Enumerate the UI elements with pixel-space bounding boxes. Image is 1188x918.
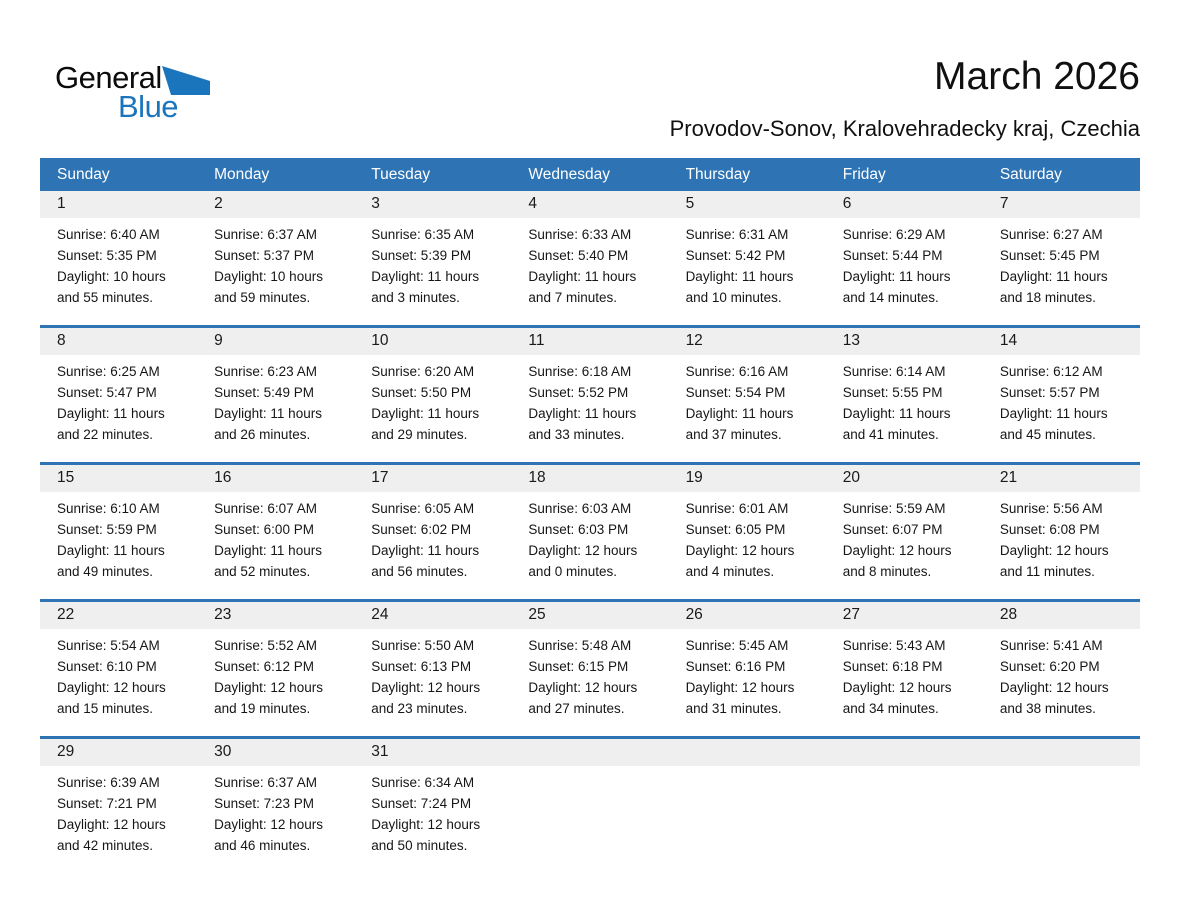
day-daylight2-text: and 7 minutes.	[528, 290, 617, 305]
day-sunrise-text: Sunrise: 6:12 AM	[999, 364, 1103, 379]
day-daylight2-text: and 55 minutes.	[57, 290, 154, 305]
day-sunrise-text: Sunrise: 5:45 AM	[685, 638, 789, 653]
weeks-container	[40, 191, 1140, 871]
day-number: 18	[528, 469, 546, 486]
day-sunrise-text: Sunrise: 6:16 AM	[685, 364, 789, 379]
day-cell	[40, 492, 197, 597]
day-cell	[826, 218, 983, 323]
day-cell	[826, 629, 983, 734]
day-daylight1-text: Daylight: 11 hours	[842, 269, 951, 284]
day-daylight2-text: and 49 minutes.	[57, 564, 154, 579]
day-sunset-text: Sunset: 6:03 PM	[528, 522, 629, 537]
day-cell	[511, 629, 668, 734]
day-cell	[197, 492, 354, 597]
day-sunset-text: Sunset: 7:21 PM	[57, 796, 157, 811]
weekday-header-saturday: Saturday	[999, 165, 1062, 183]
day-cell	[511, 218, 668, 323]
day-daylight1-text: Daylight: 12 hours	[57, 680, 166, 695]
day-sunrise-text: Sunrise: 5:50 AM	[371, 638, 475, 653]
day-sunrise-text: Sunrise: 6:14 AM	[842, 364, 946, 379]
day-sunrise-text: Sunrise: 6:25 AM	[57, 364, 160, 379]
day-daylight1-text: Daylight: 11 hours	[57, 543, 165, 558]
day-sunset-text: Sunset: 5:52 PM	[528, 385, 629, 400]
day-daylight2-text: and 50 minutes.	[371, 838, 468, 853]
weekday-header-thursday: Thursday	[685, 165, 751, 183]
day-sunset-text: Sunset: 6:08 PM	[999, 522, 1100, 537]
day-number: 17	[371, 469, 389, 486]
day-cell	[40, 629, 197, 734]
day-daylight2-text: and 3 minutes.	[371, 290, 460, 305]
day-sunset-text: Sunset: 7:24 PM	[371, 796, 472, 811]
day-daylight1-text: Daylight: 11 hours	[371, 543, 480, 558]
day-daylight2-text: and 27 minutes.	[528, 701, 625, 716]
day-cell	[826, 766, 983, 871]
day-cell	[40, 355, 197, 460]
day-sunrise-text: Sunrise: 6:33 AM	[528, 227, 632, 242]
day-number	[669, 739, 826, 766]
general-blue-logo	[55, 60, 275, 130]
day-sunrise-text: Sunrise: 5:59 AM	[842, 501, 946, 516]
week-row	[40, 191, 1140, 323]
day-daylight1-text: Daylight: 12 hours	[371, 817, 481, 832]
day-sunset-text: Sunset: 6:18 PM	[842, 659, 943, 674]
day-sunset-text: Sunset: 5:39 PM	[371, 248, 472, 263]
day-number: 28	[999, 606, 1018, 623]
day-daylight2-text: and 8 minutes.	[842, 564, 932, 579]
day-sunrise-text: Sunrise: 5:56 AM	[999, 501, 1103, 516]
day-number: 26	[685, 606, 703, 623]
day-daylight1-text: Daylight: 12 hours	[685, 680, 795, 695]
day-number: 20	[842, 469, 860, 486]
day-sunrise-text: Sunrise: 6:39 AM	[57, 775, 160, 790]
day-daylight2-text: and 0 minutes.	[528, 564, 617, 579]
day-cell	[511, 492, 668, 597]
day-sunrise-text: Sunrise: 6:34 AM	[371, 775, 475, 790]
calendar-table	[40, 158, 1140, 871]
day-number: 23	[214, 606, 232, 623]
day-sunrise-text: Sunrise: 6:29 AM	[842, 227, 946, 242]
day-daylight2-text: and 52 minutes.	[214, 564, 311, 579]
day-sunrise-text: Sunrise: 6:37 AM	[214, 775, 317, 790]
day-number: 9	[214, 332, 223, 349]
day-sunset-text: Sunset: 5:42 PM	[685, 248, 786, 263]
day-cell	[826, 492, 983, 597]
day-cell	[983, 218, 1140, 323]
day-sunrise-text: Sunrise: 6:20 AM	[371, 364, 475, 379]
day-cell	[669, 355, 826, 460]
page-title: March 2026	[934, 55, 1140, 98]
day-number: 4	[528, 195, 538, 212]
day-number: 10	[371, 332, 389, 349]
weekday-header-wednesday: Wednesday	[528, 165, 610, 183]
day-cell	[511, 766, 668, 871]
day-daylight1-text: Daylight: 12 hours	[214, 680, 323, 695]
day-daylight1-text: Daylight: 11 hours	[528, 269, 637, 284]
day-cell	[354, 218, 511, 323]
day-cell	[669, 492, 826, 597]
day-daylight2-text: and 45 minutes.	[999, 427, 1096, 442]
day-number: 2	[214, 195, 223, 212]
day-cell	[983, 492, 1140, 597]
day-sunset-text: Sunset: 6:16 PM	[685, 659, 786, 674]
day-daylight1-text: Daylight: 11 hours	[528, 406, 637, 421]
day-daylight2-text: and 26 minutes.	[214, 427, 311, 442]
logo-text-general: General	[55, 60, 162, 95]
day-daylight1-text: Daylight: 11 hours	[842, 406, 951, 421]
day-number: 16	[214, 469, 232, 486]
day-sunset-text: Sunset: 5:49 PM	[214, 385, 314, 400]
day-daylight2-text: and 14 minutes.	[842, 290, 939, 305]
day-cell	[354, 766, 511, 871]
day-number: 31	[371, 743, 389, 760]
day-sunset-text: Sunset: 6:15 PM	[528, 659, 629, 674]
day-daylight2-text: and 34 minutes.	[842, 701, 939, 716]
day-daylight1-text: Daylight: 11 hours	[214, 543, 322, 558]
location-subtitle: Provodov-Sonov, Kralovehradecky kraj, Czechia	[669, 116, 1140, 141]
day-sunrise-text: Sunrise: 5:54 AM	[57, 638, 160, 653]
day-daylight2-text: and 15 minutes.	[57, 701, 154, 716]
day-sunrise-text: Sunrise: 6:31 AM	[685, 227, 789, 242]
week-row	[40, 462, 1140, 597]
day-daylight2-text: and 59 minutes.	[214, 290, 311, 305]
day-sunset-text: Sunset: 5:47 PM	[57, 385, 157, 400]
day-sunset-text: Sunset: 6:07 PM	[842, 522, 943, 537]
day-cell	[197, 355, 354, 460]
day-daylight1-text: Daylight: 11 hours	[685, 406, 794, 421]
day-daylight1-text: Daylight: 10 hours	[57, 269, 166, 284]
day-cell	[983, 629, 1140, 734]
day-number: 22	[57, 606, 75, 623]
day-daylight2-text: and 42 minutes.	[57, 838, 154, 853]
day-cell	[511, 355, 668, 460]
day-sunrise-text: Sunrise: 6:27 AM	[999, 227, 1103, 242]
day-sunrise-text: Sunrise: 6:18 AM	[528, 364, 632, 379]
day-sunrise-text: Sunrise: 5:41 AM	[999, 638, 1103, 653]
day-cell	[354, 492, 511, 597]
day-number: 15	[57, 469, 75, 486]
day-daylight2-text: and 22 minutes.	[57, 427, 154, 442]
week-row	[40, 599, 1140, 734]
day-number-band	[40, 465, 1140, 492]
day-number: 1	[57, 195, 66, 212]
day-number-band	[40, 191, 1140, 218]
day-sunrise-text: Sunrise: 6:37 AM	[214, 227, 317, 242]
day-daylight2-text: and 4 minutes.	[685, 564, 775, 579]
weekday-header-row	[40, 158, 1140, 191]
day-daylight1-text: Daylight: 12 hours	[842, 543, 952, 558]
day-number: 11	[528, 332, 545, 349]
day-number-band	[40, 739, 1140, 766]
day-daylight1-text: Daylight: 12 hours	[685, 543, 795, 558]
day-daylight2-text: and 38 minutes.	[999, 701, 1096, 716]
weekday-header-monday: Monday	[214, 165, 270, 183]
day-detail-row	[40, 355, 1140, 460]
day-daylight1-text: Daylight: 11 hours	[57, 406, 165, 421]
day-daylight2-text: and 46 minutes.	[214, 838, 311, 853]
day-daylight1-text: Daylight: 11 hours	[371, 269, 480, 284]
day-cell	[40, 766, 197, 871]
day-cell	[354, 629, 511, 734]
day-number: 3	[371, 195, 380, 212]
weekday-header-friday: Friday	[842, 165, 886, 183]
day-detail-row	[40, 492, 1140, 597]
day-number: 27	[842, 606, 860, 623]
day-cell	[669, 629, 826, 734]
day-cell	[197, 218, 354, 323]
day-daylight2-text: and 31 minutes.	[685, 701, 782, 716]
day-sunset-text: Sunset: 6:00 PM	[214, 522, 314, 537]
day-detail-row	[40, 218, 1140, 323]
day-sunset-text: Sunset: 5:45 PM	[999, 248, 1100, 263]
day-number-band	[40, 328, 1140, 355]
day-daylight1-text: Daylight: 11 hours	[371, 406, 480, 421]
day-cell	[826, 355, 983, 460]
day-sunset-text: Sunset: 5:40 PM	[528, 248, 629, 263]
day-daylight1-text: Daylight: 11 hours	[685, 269, 794, 284]
day-daylight1-text: Daylight: 12 hours	[371, 680, 481, 695]
day-cell	[197, 766, 354, 871]
logo-text-blue: Blue	[118, 89, 179, 124]
day-number: 24	[371, 606, 389, 623]
day-number	[511, 739, 668, 766]
day-sunset-text: Sunset: 5:35 PM	[57, 248, 157, 263]
day-cell	[983, 766, 1140, 871]
day-sunset-text: Sunset: 6:20 PM	[999, 659, 1100, 674]
day-sunrise-text: Sunrise: 6:01 AM	[685, 501, 789, 516]
day-sunrise-text: Sunrise: 6:23 AM	[214, 364, 317, 379]
week-row	[40, 736, 1140, 871]
day-daylight1-text: Daylight: 12 hours	[214, 817, 323, 832]
day-daylight1-text: Daylight: 12 hours	[999, 543, 1109, 558]
day-daylight1-text: Daylight: 12 hours	[999, 680, 1109, 695]
day-daylight1-text: Daylight: 12 hours	[528, 543, 638, 558]
day-sunset-text: Sunset: 5:54 PM	[685, 385, 786, 400]
day-cell	[40, 218, 197, 323]
day-sunset-text: Sunset: 6:05 PM	[685, 522, 786, 537]
day-cell	[197, 629, 354, 734]
weekday-header-sunday: Sunday	[57, 165, 110, 183]
day-sunrise-text: Sunrise: 5:52 AM	[214, 638, 317, 653]
day-sunset-text: Sunset: 6:13 PM	[371, 659, 472, 674]
day-sunrise-text: Sunrise: 6:05 AM	[371, 501, 475, 516]
day-number: 5	[685, 195, 695, 212]
day-sunset-text: Sunset: 5:57 PM	[999, 385, 1100, 400]
day-daylight1-text: Daylight: 12 hours	[842, 680, 952, 695]
day-number: 30	[214, 743, 232, 760]
day-sunset-text: Sunset: 5:59 PM	[57, 522, 157, 537]
day-number: 21	[999, 469, 1018, 486]
day-sunset-text: Sunset: 5:37 PM	[214, 248, 314, 263]
day-daylight2-text: and 33 minutes.	[528, 427, 625, 442]
day-daylight1-text: Daylight: 11 hours	[214, 406, 322, 421]
day-sunrise-text: Sunrise: 6:03 AM	[528, 501, 632, 516]
day-daylight1-text: Daylight: 11 hours	[999, 406, 1108, 421]
day-daylight2-text: and 10 minutes.	[685, 290, 782, 305]
day-daylight2-text: and 37 minutes.	[685, 427, 782, 442]
day-number	[826, 739, 983, 766]
day-number	[983, 739, 1140, 766]
day-daylight1-text: Daylight: 10 hours	[214, 269, 323, 284]
day-daylight2-text: and 56 minutes.	[371, 564, 468, 579]
day-daylight2-text: and 18 minutes.	[999, 290, 1096, 305]
day-sunset-text: Sunset: 6:02 PM	[371, 522, 472, 537]
day-sunset-text: Sunset: 6:10 PM	[57, 659, 157, 674]
day-daylight1-text: Daylight: 11 hours	[999, 269, 1108, 284]
day-sunrise-text: Sunrise: 6:10 AM	[57, 501, 160, 516]
day-number: 6	[842, 195, 852, 212]
day-cell	[669, 218, 826, 323]
day-number: 29	[57, 743, 75, 760]
day-daylight2-text: and 11 minutes.	[999, 564, 1095, 579]
day-number: 12	[685, 332, 703, 349]
day-daylight1-text: Daylight: 12 hours	[57, 817, 166, 832]
day-detail-row	[40, 766, 1140, 871]
day-daylight2-text: and 19 minutes.	[214, 701, 311, 716]
day-daylight2-text: and 23 minutes.	[371, 701, 468, 716]
day-number-band	[40, 602, 1140, 629]
day-sunset-text: Sunset: 5:50 PM	[371, 385, 472, 400]
day-sunrise-text: Sunrise: 6:07 AM	[214, 501, 317, 516]
day-sunset-text: Sunset: 5:44 PM	[842, 248, 943, 263]
day-number: 7	[999, 195, 1009, 212]
day-number: 14	[999, 332, 1018, 349]
week-row	[40, 325, 1140, 460]
day-sunrise-text: Sunrise: 5:43 AM	[842, 638, 946, 653]
day-sunset-text: Sunset: 7:23 PM	[214, 796, 314, 811]
day-number: 8	[57, 332, 66, 349]
day-sunrise-text: Sunrise: 5:48 AM	[528, 638, 632, 653]
day-daylight2-text: and 29 minutes.	[371, 427, 468, 442]
day-daylight1-text: Daylight: 12 hours	[528, 680, 638, 695]
day-sunset-text: Sunset: 5:55 PM	[842, 385, 943, 400]
day-cell	[983, 355, 1140, 460]
day-cell	[354, 355, 511, 460]
day-detail-row	[40, 629, 1140, 734]
day-sunrise-text: Sunrise: 6:40 AM	[57, 227, 160, 242]
day-number: 19	[685, 469, 703, 486]
day-sunset-text: Sunset: 6:12 PM	[214, 659, 314, 674]
day-number: 13	[842, 332, 860, 349]
day-number: 25	[528, 606, 546, 623]
weekday-header-tuesday: Tuesday	[371, 165, 431, 183]
day-cell	[669, 766, 826, 871]
day-sunrise-text: Sunrise: 6:35 AM	[371, 227, 475, 242]
day-daylight2-text: and 41 minutes.	[842, 427, 939, 442]
